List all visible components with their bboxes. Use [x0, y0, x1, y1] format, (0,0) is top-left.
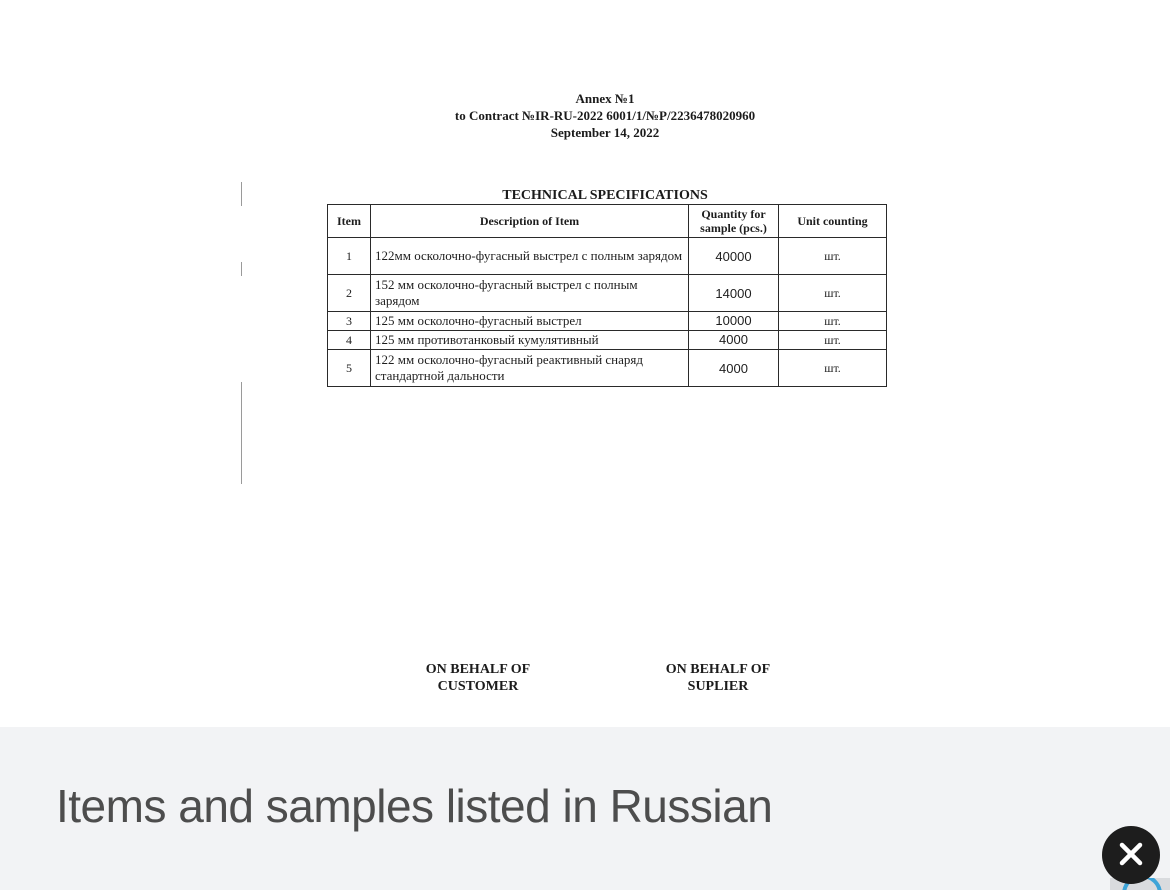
row-quantity: 40000 [689, 238, 779, 275]
scan-margin-line [241, 382, 242, 484]
row-unit: шт. [779, 312, 887, 331]
table-row [328, 275, 887, 312]
row-item-number: 5 [328, 350, 371, 387]
row-unit: шт. [779, 238, 887, 275]
scan-margin-line [241, 262, 242, 276]
header-unit: Unit counting [779, 205, 887, 238]
row-description: 122 мм осколочно-фугасный реактивный снаряд стандартной дальности [371, 350, 689, 387]
image-caption: Items and samples listed in Russian [56, 780, 773, 832]
row-item-number: 4 [328, 331, 371, 350]
row-item-number: 2 [328, 275, 371, 312]
row-description: 122мм осколочно-фугасный выстрел с полным зарядом [371, 238, 689, 275]
caption-panel [0, 727, 1170, 890]
table-row [328, 238, 887, 275]
annex-title: Annex №1 [575, 91, 635, 106]
row-description: 125 мм противотанковый кумулятивный [371, 331, 689, 350]
row-unit: шт. [779, 350, 887, 387]
row-description: 125 мм осколочно-фугасный выстрел [371, 312, 689, 331]
row-item-number: 3 [328, 312, 371, 331]
signature-supplier: ON BEHALF OF SUPLIER [665, 662, 771, 694]
scan-margin-line [241, 182, 242, 206]
row-unit: шт. [779, 331, 887, 350]
contract-date: September 14, 2022 [550, 125, 660, 140]
row-quantity: 10000 [689, 312, 779, 331]
header-quantity: Quantity for sample (pcs.) [689, 205, 779, 238]
spec-title: TECHNICAL SPECIFICATIONS [502, 188, 708, 203]
header-item: Item [328, 205, 371, 238]
table-row [328, 331, 887, 350]
row-quantity: 14000 [689, 275, 779, 312]
row-item-number: 1 [328, 238, 371, 275]
row-description: 152 мм осколочно-фугасный выстрел с полным зарядом [371, 275, 689, 312]
table-row [328, 350, 887, 387]
row-unit: шт. [779, 275, 887, 312]
spec-table [327, 204, 887, 387]
table-header-row [328, 205, 887, 238]
table-row [328, 312, 887, 331]
row-quantity: 4000 [689, 331, 779, 350]
row-quantity: 4000 [689, 350, 779, 387]
contract-reference: to Contract №IR-RU-2022 6001/1/№P/2236478020960 [454, 108, 756, 123]
header-description: Description of Item [371, 205, 689, 238]
signature-customer: ON BEHALF OF CUSTOMER [425, 662, 531, 694]
close-button[interactable] [1102, 826, 1160, 884]
close-icon [1118, 841, 1144, 870]
